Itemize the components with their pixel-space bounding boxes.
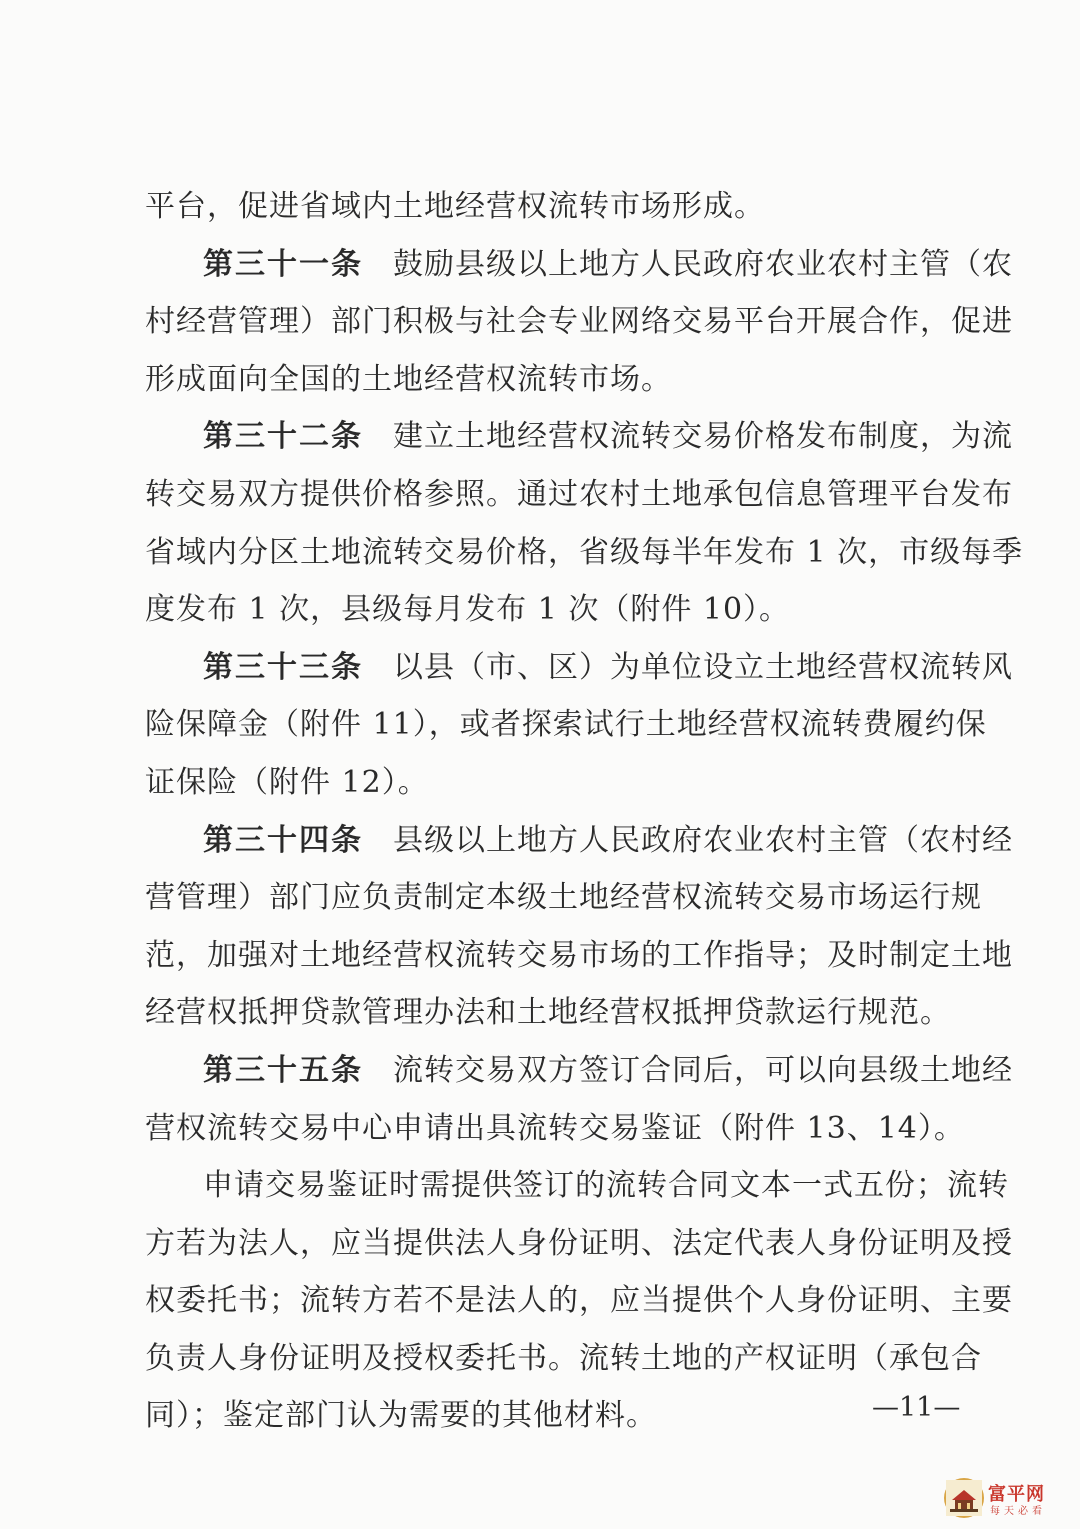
line-text: 营管理）部门应负责制定本级土地经营权流转交易市场运行规: [145, 880, 982, 916]
text-line: [145, 639, 1013, 697]
text-line: [145, 1387, 945, 1445]
line-text: 度发布 1 次，县级每月发布 1 次（附件 10）。: [145, 592, 791, 628]
text-line: [145, 408, 1013, 466]
body-text: [145, 178, 1024, 1445]
line-text: 村经营管理）部门积极与社会专业网络交易平台开展合作，促进: [145, 304, 1013, 340]
line-text: 建立土地经营权流转交易价格发布制度，为流: [393, 419, 1013, 455]
text-line: [145, 1042, 1013, 1100]
article-label: 第三十一条: [203, 246, 363, 282]
line-text: 平台，促进省域内土地经营权流转市场形成。: [145, 189, 765, 224]
watermark-subtitle: 每天必看: [990, 1506, 1046, 1517]
text-line: [145, 178, 945, 236]
text-line: [145, 927, 1013, 985]
line-text: 流转交易双方签订合同后，可以向县级土地经: [393, 1052, 1013, 1088]
line-text: 范，加强对土地经营权流转交易市场的工作指导；及时制定土地: [145, 937, 1013, 973]
line-text: 省域内分区土地流转交易价格，省级每半年发布 1 次，市级每季: [145, 534, 1024, 570]
text-line: [145, 293, 1013, 351]
text-line: [145, 236, 1013, 294]
article-label: 第三十三条: [203, 649, 363, 685]
line-text: 证保险（附件 12）。: [145, 764, 429, 800]
text-line: [145, 754, 945, 812]
text-line: [145, 1272, 1013, 1330]
line-text: 营权流转交易中心申请出具流转交易鉴证（附件 13、14）。: [145, 1110, 965, 1146]
text-line: [145, 1215, 1013, 1273]
text-line: [145, 869, 982, 927]
line-text: 负责人身份证明及授权委托书。流转土地的产权证明（承包合: [145, 1340, 982, 1376]
text-line: [145, 1100, 965, 1158]
site-watermark: [944, 1478, 1069, 1522]
text-line: [145, 524, 1024, 582]
article-label: 第三十五条: [203, 1052, 363, 1088]
line-text: 转交易双方提供价格参照。通过农村土地承包信息管理平台发布: [145, 476, 1013, 512]
line-text: 经营权抵押贷款管理办法和土地经营权抵押贷款运行规范。: [145, 995, 951, 1031]
page-number: —11—: [872, 1392, 961, 1423]
text-line: [145, 984, 951, 1042]
text-line: [145, 812, 1013, 870]
watermark-logo-icon: [944, 1478, 984, 1518]
text-line: [145, 1157, 1009, 1215]
line-text: 以县（市、区）为单位设立土地经营权流转风: [393, 649, 1013, 685]
line-text: 形成面向全国的土地经营权流转市场。: [145, 361, 672, 397]
line-text: 申请交易鉴证时需提供签订的流转合同文本一式五份；流转: [203, 1168, 1009, 1204]
line-text: 鼓励县级以上地方人民政府农业农村主管（农: [393, 246, 1013, 282]
line-text: 县级以上地方人民政府农业农村主管（农村经: [393, 822, 1013, 858]
text-line: [145, 1330, 982, 1388]
text-line: [145, 581, 945, 639]
watermark-title: 富平网: [988, 1484, 1045, 1505]
line-text: 险保障金（附件 11），或者探索试行土地经营权流转费履约保: [145, 707, 987, 743]
line-text: 同）；鉴定部门认为需要的其他材料。: [145, 1398, 657, 1434]
line-text: 权委托书；流转方若不是法人的，应当提供个人身份证明、主要: [145, 1283, 1013, 1319]
text-line: [145, 351, 945, 409]
text-line: [145, 696, 987, 754]
article-label: 第三十二条: [203, 419, 363, 455]
line-text: 方若为法人，应当提供法人身份证明、法定代表人身份证明及授: [145, 1225, 1013, 1261]
article-label: 第三十四条: [203, 822, 363, 858]
text-line: [145, 466, 1013, 524]
